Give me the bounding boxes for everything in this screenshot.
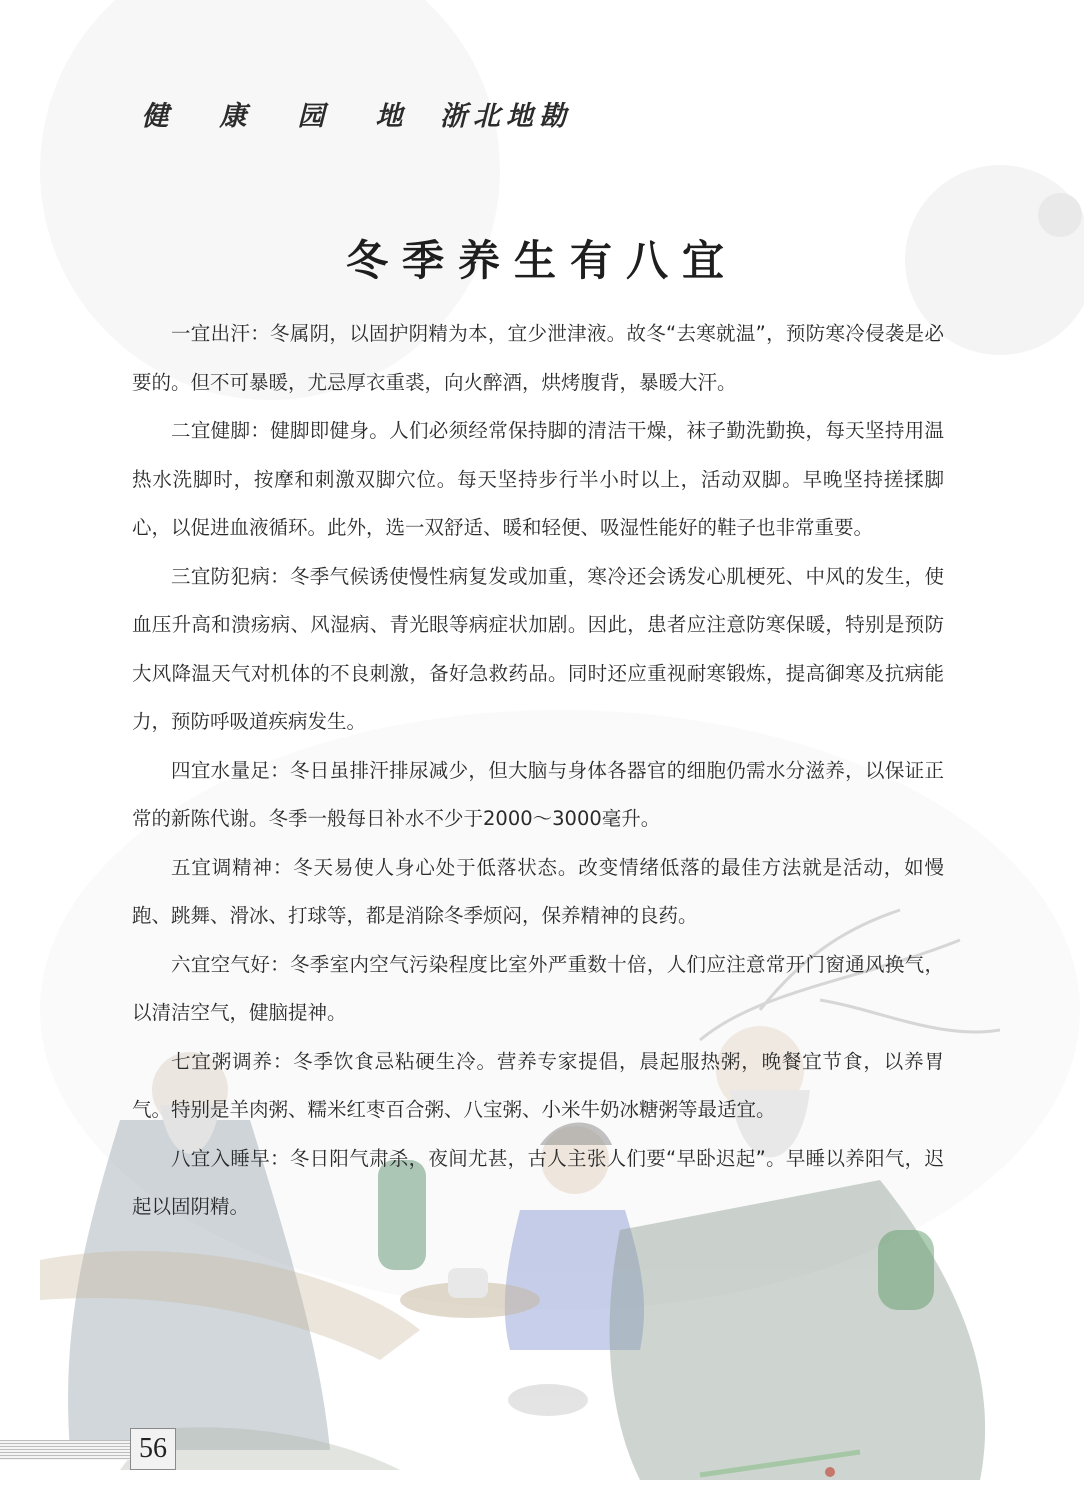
article-body: [132, 310, 944, 1232]
page-number: 56: [130, 1428, 176, 1470]
paragraph-1: 一宜出汗：冬属阴，以固护阴精为本，宜少泄津液。故冬“去寒就温”，预防寒冷侵袭是必要的。但不可暴暖，尤忌厚衣重裘，向火醉酒，烘烤腹背，暴暖大汗。: [132, 322, 944, 394]
page-number-bar: [0, 1440, 134, 1460]
column-char: 健: [141, 101, 169, 132]
column-char: 地: [375, 101, 403, 132]
paragraph-5: 五宜调精神：冬天易使人身心处于低落状态。改变情绪低落的最佳方法就是活动，如慢跑、跳舞、滑冰、打球等，都是消除冬季烦闷，保养精神的良药。: [132, 855, 944, 927]
paragraph-6: 六宜空气好：冬季室内空气污染程度比室外严重数十倍，人们应注意常开门窗通风换气，以清洁空气，健脑提神。: [132, 952, 944, 1024]
paragraph-4: 四宜水量足：冬日虽排汗排尿减少，但大脑与身体各器官的细胞仍需水分滋养，以保证正常的新陈代谢。冬季一般每日补水不少于2000～3000毫升。: [132, 758, 944, 830]
column-header: [138, 94, 572, 133]
paragraph-2: 二宜健脚：健脚即健身。人们必须经常保持脚的清洁干燥，袜子勤洗勤换，每天坚持用温热水洗脚时，按摩和刺激双脚穴位。每天坚持步行半小时以上，活动双脚。早晚坚持搓揉脚心，以促进血液循环。此外，选一双舒适、暖和轻便、吸湿性能好的鞋子也非常重要。: [132, 419, 944, 539]
paragraph-7: 七宜粥调养：冬季饮食忌粘硬生冷。营养专家提倡，晨起服热粥，晚餐宜节食，以养胃气。特别是羊肉粥、糯米红枣百合粥、八宝粥、小米牛奶冰糖粥等最适宜。: [132, 1049, 944, 1121]
column-char: 园: [297, 101, 325, 132]
paragraph-8: 八宜入睡早：冬日阳气肃杀，夜间尤甚，古人主张人们要“早卧迟起”。早睡以养阳气，迟起以固阴精。: [132, 1146, 944, 1218]
paragraph-3: 三宜防犯病：冬季气候诱使慢性病复发或加重，寒冷还会诱发心肌梗死、中风的发生，使血压升高和溃疡病、风湿病、青光眼等病症状加剧。因此，患者应注意防寒保暖，特别是预防大风降温天气对机体的不良刺激，备好急救药品。同时还应重视耐寒锻炼，提高御寒及抗病能力，预防呼吸道疾病发生。: [132, 564, 944, 733]
column-char: 康: [219, 101, 247, 132]
author-name: 浙北地勘: [440, 101, 572, 132]
article-title: 冬季养生有八宜: [345, 236, 738, 285]
